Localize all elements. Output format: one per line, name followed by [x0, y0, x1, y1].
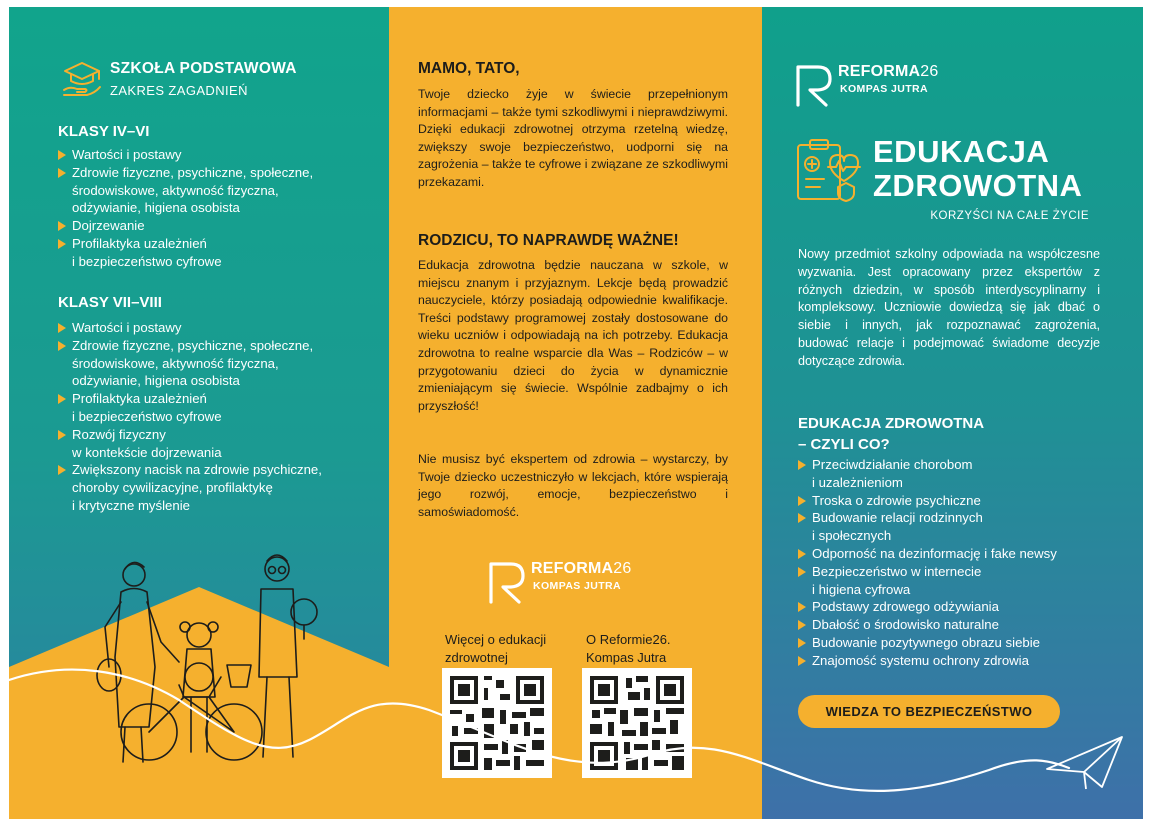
- subject-description: Nowy przedmiot szkolny odpowiada na współczesne wyzwania. Jest opracowany przez ekspertów z różnych dziedzin, w sposób interdyscyplinarny i kompleksowy. Uczniowie dowiedzą się jak dbać o siebie i innych, jak rozpoznawać zagrożenia, budować relacje i podejmować świadome decyzje dotyczące zdrowia.: [798, 247, 1100, 368]
- logo-tagline: KOMPAS JUTRA: [533, 580, 622, 592]
- list-item: Budowanie relacji rodzinnych i społecznych: [798, 509, 1057, 545]
- list-item: Troska o zdrowie psychiczne: [798, 492, 1057, 510]
- page-title-line1: EDUKACJA: [873, 134, 1050, 169]
- logo-name: REFORMA26: [531, 560, 632, 577]
- school-title: SZKOŁA PODSTAWOWA: [110, 60, 297, 77]
- list-item: Zdrowie fizyczne, psychiczne, społeczne, środowiskowe, aktywność fizyczna, odżywianie, higiena osobista: [58, 337, 322, 390]
- page-subtitle: KORZYŚCI NA CAŁE ŻYCIE: [930, 210, 1089, 222]
- knowledge-safety-button[interactable]: WIEDZA TO BEZPIECZEŃSTWO: [798, 695, 1060, 728]
- list-item: Zwiększony nacisk na zdrowie psychiczne, choroby cywilizacyjne, profilaktykę i krytyczne myślenie: [58, 461, 322, 514]
- important-heading: RODZICU, TO NAPRAWDĘ WAŻNE!: [418, 232, 679, 249]
- logo-tagline: KOMPAS JUTRA: [840, 83, 929, 95]
- list-item: Wartości i postawy: [58, 319, 322, 337]
- qr-label-education: Więcej o edukacji zdrowotnej: [445, 632, 547, 665]
- list-item: Profilaktyka uzależnień i bezpieczeństwo cyfrowe: [58, 390, 322, 426]
- list-item: Wartości i postawy: [58, 146, 313, 164]
- class-group-list: [58, 319, 322, 515]
- list-item: Budowanie pozytywnego obrazu siebie: [798, 634, 1057, 652]
- list-item: Odporność na dezinformację i fake newsy: [798, 545, 1057, 563]
- closing-paragraph: Nie musisz być ekspertem od zdrowia – wystarczy, by Twoje dziecko uczestniczyło w lekcjach, które wspierają jego rozwój, emocje, bezpieczeństwo i samoświadomość.: [418, 452, 728, 519]
- intro-paragraph: Twoje dziecko żyje w świecie przepełnionym informacjami – także tymi szkodliwymi i nieprawdziwymi. Dzięki edukacji zdrowotnej otrzyma rzetelną wiedzę, zwiększy swoje bezpieczeństwo, uodporni się na zagrożenia – także te cyfrowe i związane ze szkodliwymi przekazami.: [418, 87, 728, 189]
- logo-name: REFORMA26: [838, 63, 939, 80]
- reforma-logo: [792, 57, 982, 113]
- greeting-heading: MAMO, TATO,: [418, 60, 520, 77]
- info-paragraph: Edukacja zdrowotna będzie nauczana w szkole, w miejscu znanym i przyjaznym. Lekcje będą prowadzić nauczyciele, którzy posiadają odpowiednie kwalifikacje. Treści podstawy programowej zostały dostosowane do wieku uczniów i odpowiadają na ich potrzeby. Edukacja zdrowotna to realne wsparcie dla Was – Rodziców – w przygotowaniu dzieci do życia w dynamicznie zmieniającym się świecie. Wspólnie zadbajmy o ich przyszłość!: [418, 258, 728, 413]
- reforma-logo-icon: [485, 558, 529, 606]
- qr-label-reform: O Reformie26. Kompas Jutra: [586, 632, 671, 665]
- list-item: Bezpieczeństwo w internecie i higiena cyfrowa: [798, 563, 1057, 599]
- topics-list: [798, 456, 1057, 670]
- class-group-list: [58, 146, 313, 271]
- list-item: Przeciwdziałanie chorobom i uzależnieniom: [798, 456, 1057, 492]
- page-title-line2: ZDROWOTNA: [873, 168, 1083, 203]
- class-group-heading: KLASY IV–VI: [58, 123, 150, 140]
- list-item: Znajomość systemu ochrony zdrowia: [798, 652, 1057, 670]
- list-item: Dojrzewanie: [58, 217, 313, 235]
- list-item: Podstawy zdrowego odżywiania: [798, 598, 1057, 616]
- class-group-heading: KLASY VII–VIII: [58, 294, 162, 311]
- health-clipboard-icon: [794, 137, 862, 203]
- list-item: Dbałość o środowisko naturalne: [798, 616, 1057, 634]
- section-heading: EDUKACJA ZDROWOTNA – CZYLI CO?: [798, 415, 985, 453]
- list-item: Rozwój fizyczny w kontekście dojrzewania: [58, 426, 322, 462]
- wavy-line-decoration: [9, 650, 1143, 820]
- graduation-cap-icon: [61, 57, 103, 99]
- school-subtitle: ZAKRES ZAGADNIEŃ: [110, 83, 248, 98]
- list-item: Profilaktyka uzależnień i bezpieczeństwo cyfrowe: [58, 235, 313, 271]
- list-item: Zdrowie fizyczne, psychiczne, społeczne, środowiskowe, aktywność fizyczna, odżywianie, higiena osobista: [58, 164, 313, 217]
- reforma-logo-icon: [792, 61, 836, 109]
- reforma-logo: [485, 554, 675, 610]
